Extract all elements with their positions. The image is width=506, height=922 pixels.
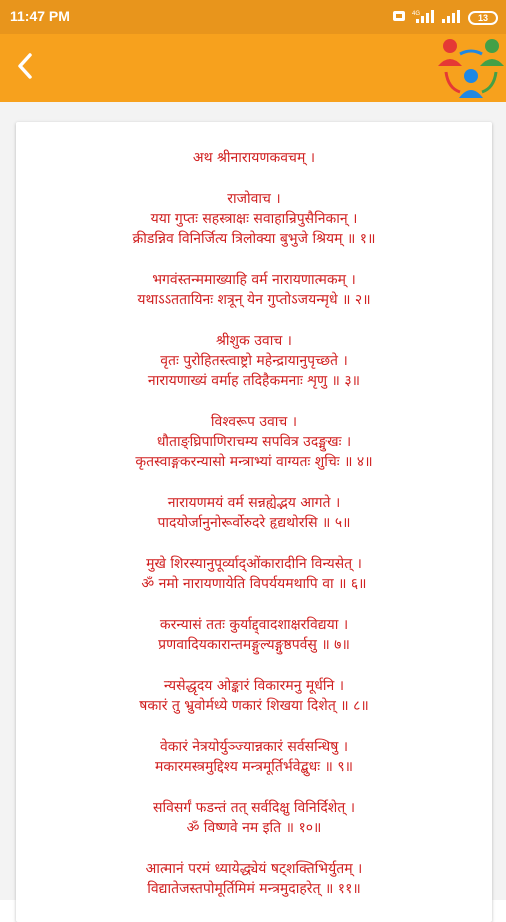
back-button[interactable] [6,48,46,88]
verse-list [16,148,492,920]
content-area [0,102,506,900]
verse-block [16,412,492,472]
svg-text:4G: 4G [412,11,421,17]
verse-block [16,859,492,899]
status-time: 11:47 PM [10,8,70,24]
text-card [16,122,492,922]
verse-line: भगवंस्तन्ममाख्याहि वर्म नारायणात्मकम् । [152,272,356,288]
verse-line: क्रीडन्निव विनिर्जित्य त्रिलोक्या बुभुजे श्रियम् ॥ १॥ [132,231,376,247]
verse-line: करन्यासं ततः कुर्याद्द्वादशाक्षरविद्यया । [159,617,349,633]
status-bar [0,0,506,34]
status-icons [392,8,498,27]
verse-block [16,331,492,391]
signal-4g-icon [412,8,436,27]
verse-block [16,676,492,716]
verse-line: यथाऽऽततायिनः शत्रून् येन गुप्तोऽजयन्मृधे ॥ २॥ [137,292,371,308]
battery-icon: 13 [468,11,498,25]
verse-block [16,737,492,777]
verse-line: वृतः पुरोहितस्त्वाष्ट्रो महेन्द्रायानुपृच्छते । [160,353,348,369]
verse-line: श्रीशुक उवाच । [216,333,292,349]
verse-line: धौताङ्घ्रिपाणिराचम्य सपवित्र उदङ्मुखः । [156,434,352,450]
verse-line: आत्मानं परमं ध्यायेद्ध्येयं षट्शक्तिभिर्युतम् । [145,861,363,877]
verse-line: नारायणमयं वर्म सन्नह्येद्भय आगते । [167,495,341,511]
app-bar [0,34,506,102]
app-logo [436,36,506,102]
verse-line: न्यसेद्धृदय ओङ्कारं विकारमनु मूर्धनि । [163,678,345,694]
verse-line: मुखे शिरस्यानुपूर्व्याद्ओंकारादीनि विन्यसेत् । [146,556,362,572]
verse-block [16,798,492,838]
notification-icon [392,8,406,27]
verse-line: अथ श्रीनारायणकवचम् । [192,150,316,166]
verse-block [16,493,492,533]
chevron-left-icon [14,50,38,86]
verse-line: सविसर्गं फडन्तं तत् सर्वदिक्षु विनिर्दिशेत् । [152,800,356,816]
verse-line: वेकारं नेत्रयोर्युञ्ज्यान्नकारं सर्वसन्धिषु । [159,739,349,755]
verse-line: पादयोर्जानुनोरूर्वोरुदरे हृद्यथोरसि ॥ ५॥ [157,515,351,531]
verse-line: यया गुप्तः सहस्त्राक्षः सवाहान्रिपुसैनिकान् । [150,211,358,227]
verse-line: विश्वरूप उवाच । [210,414,298,430]
verse-line: मकारमस्त्रमुद्दिश्य मन्त्रमूर्तिर्भवेद्बुधः ॥ ९॥ [154,759,354,775]
verse-block [16,554,492,594]
verse-line: प्रणवादियकारान्तमङ्गुल्यङ्गुष्ठपर्वसु ॥ ७॥ [158,637,350,653]
verse-line: कृतस्वाङ्गकरन्यासो मन्त्राभ्यां वाग्यतः शुचिः ॥ ४॥ [135,454,373,470]
verse-line: विद्यातेजस्तपोमूर्तिमिमं मन्त्रमुदाहरेत् ॥ ११॥ [147,881,361,897]
verse-line: षकारं तु भ्रुवोर्मध्ये णकारं शिखया दिशेत् ॥ ८॥ [139,698,369,714]
verse-block [16,189,492,249]
signal-icon [442,8,462,27]
verse-block [16,148,492,168]
verse-block [16,615,492,655]
verse-line: नारायणाख्यं वर्माह तदिहैकमनाः शृणु ॥ ३॥ [147,373,361,389]
verse-line: राजोवाच । [227,191,281,207]
verse-block [16,270,492,310]
verse-line: ॐ विष्णवे नम इति ॥ १०॥ [186,820,322,836]
verse-line: ॐ नमो नारायणायेति विपर्ययमथापि वा ॥ ६॥ [141,576,367,592]
